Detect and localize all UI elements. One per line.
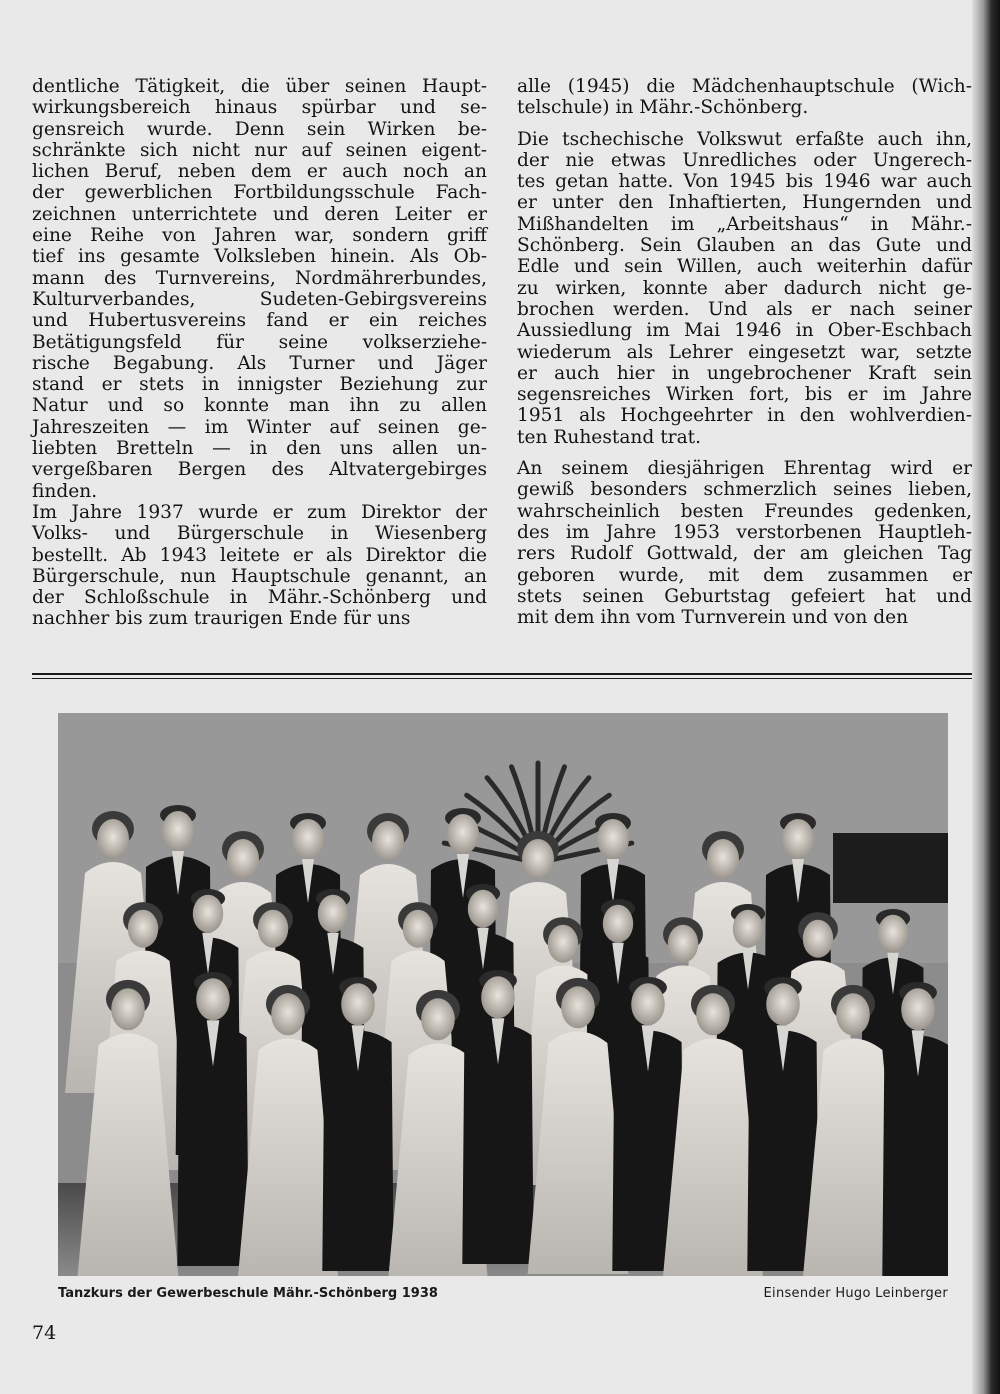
text-line: des im Jahre 1953 verstorbenen Hauptleh-: [517, 521, 972, 543]
text-line: Im Jahre 1937 wurde er zum Direktor der: [32, 501, 487, 523]
text-line: finden.: [32, 480, 98, 502]
text-line: Schönberg. Sein Glauben an das Gute und: [517, 235, 972, 257]
face: [403, 910, 433, 948]
text-line: mit dem ihn vom Turnverein und von den: [517, 607, 909, 629]
text-line: An seinem diesjährigen Ehrentag wird er: [517, 458, 972, 480]
paragraph-gap: [517, 119, 972, 129]
text-line: wiederum als Lehrer eingesetzt war, setzte: [517, 341, 972, 363]
face: [318, 895, 348, 933]
text-line: zu wirken, konnte aber dadurch nicht ge-: [517, 277, 972, 299]
text-line: brochen werden. Und als er nach seiner: [517, 298, 972, 320]
text-line: Aussiedlung im Mai 1946 in Ober-Eschbach: [517, 320, 972, 342]
face: [631, 983, 665, 1025]
text-line: eine Reihe von Jahren war, sondern griff: [32, 225, 487, 247]
text-line: Die tschechische Volkswut erfaßte auch ihn,: [517, 128, 972, 150]
piano: [833, 833, 948, 903]
face: [421, 998, 455, 1040]
face: [341, 983, 375, 1025]
text-line: tes getan hatte. Von 1945 bis 1946 war auch: [517, 171, 972, 193]
text-line: tief ins gesamte Volksleben hinein. Als Ob-: [32, 246, 487, 268]
face: [878, 915, 908, 953]
suit: [882, 1036, 948, 1276]
text-line: stand er stets in innigster Beziehung zur: [32, 374, 487, 396]
text-line: vergeßbaren Bergen des Altvatergebirges: [32, 459, 487, 481]
face: [548, 925, 578, 963]
text-line: nachher bis zum traurigen Ende für uns: [32, 608, 411, 630]
text-line: Kulturverbandes, Sudeten-Gebirgsvereins: [32, 288, 487, 310]
text-line: er auch hier in ungebrochener Kraft sein: [517, 362, 972, 384]
group-photograph: [58, 713, 948, 1276]
text-line: lichen Beruf, neben dem er auch noch an: [32, 161, 487, 183]
face: [193, 895, 223, 933]
text-line: stets seinen Geburtstag gefeiert hat und: [517, 585, 972, 607]
page-edge-shadow: [972, 0, 1000, 1394]
face: [733, 910, 763, 948]
face: [468, 890, 498, 928]
group-photo-drawing: [58, 713, 948, 1276]
text-line: wirkungsbereich hinaus spürbar und se-: [32, 97, 487, 119]
face: [372, 821, 404, 861]
text-line: segensreiches Wirken fort, bis er im Jahre: [517, 384, 972, 406]
text-line: Betätigungsfeld für seine volkserziehe-: [32, 331, 487, 353]
section-divider: [32, 673, 972, 675]
text-line: er unter den Inhaftierten, Hungernden und: [517, 192, 972, 214]
text-line: der nie etwas Unredliches oder Ungerech-: [517, 149, 972, 171]
face: [696, 993, 730, 1035]
face: [707, 839, 739, 879]
face: [803, 920, 833, 958]
face: [128, 910, 158, 948]
face: [271, 993, 305, 1035]
text-line: Bürgerschule, nun Hauptschule genannt, an: [32, 565, 487, 587]
face: [522, 839, 554, 879]
face: [597, 819, 629, 859]
face: [292, 819, 324, 859]
text-line: zeichnen unterrichtete und deren Leiter er: [32, 203, 487, 225]
text-line: wahrscheinlich besten Freundes gedenken,: [517, 500, 972, 522]
text-line: geboren wurde, mit dem zusammen er: [517, 564, 972, 586]
text-line: Natur und so konnte man ihn zu allen: [32, 395, 487, 417]
face: [766, 983, 800, 1025]
face: [447, 814, 479, 854]
paragraph-gap: [517, 448, 972, 458]
article-right-column: [517, 76, 972, 628]
text-line: gensreich wurde. Denn sein Wirken be-: [32, 118, 487, 140]
text-line: bestellt. Ab 1943 leitete er als Direktor die: [32, 544, 487, 566]
face: [227, 839, 259, 879]
photo-credit: Einsender Hugo Leinberger: [763, 1286, 948, 1301]
text-line: Mißhandelten im „Arbeitshaus“ in Mähr.-: [517, 213, 972, 235]
text-line: liebten Bretteln — in den uns allen un-: [32, 438, 487, 460]
face: [111, 988, 145, 1030]
text-line: 1951 als Hochgeehrter in den wohlverdien-: [517, 405, 972, 427]
text-line: gewiß besonders schmerzlich seines lieben,: [517, 479, 972, 501]
face: [258, 910, 288, 948]
text-line: der Schloßschule in Mähr.-Schönberg und: [32, 587, 487, 609]
photo-caption: Tanzkurs der Gewerbeschule Mähr.-Schönberg 1938: [58, 1286, 438, 1301]
text-line: rers Rudolf Gottwald, der am gleichen Tag: [517, 543, 972, 565]
face: [603, 905, 633, 943]
face: [162, 811, 194, 851]
text-line: und Hubertusvereins fand er ein reiches: [32, 310, 487, 332]
face: [561, 986, 595, 1028]
text-line: alle (1945) die Mädchenhauptschule (Wich-: [517, 76, 972, 97]
text-line: dentliche Tätigkeit, die über seinen Haupt-: [32, 76, 487, 97]
face: [782, 819, 814, 859]
text-line: Edle und sein Willen, auch weiterhin dafür: [517, 256, 972, 278]
face: [668, 925, 698, 963]
text-line: rische Begabung. Als Turner und Jäger: [32, 352, 487, 374]
face: [481, 976, 515, 1018]
section-divider-thin: [32, 678, 972, 679]
text-line: Jahreszeiten — im Winter auf seinen ge-: [32, 416, 487, 438]
face: [836, 993, 870, 1035]
text-line: Volks- und Bürgerschule in Wiesenberg: [32, 523, 487, 545]
face: [901, 988, 935, 1030]
article-left-column: [32, 76, 487, 630]
face: [97, 819, 129, 859]
text-line: ten Ruhestand trat.: [517, 426, 702, 448]
text-line: telschule) in Mähr.-Schönberg.: [517, 97, 809, 119]
text-line: mann des Turnvereins, Nordmährerbundes,: [32, 267, 487, 289]
text-line: der gewerblichen Fortbildungsschule Fach-: [32, 182, 487, 204]
text-line: schränkte sich nicht nur auf seinen eigent-: [32, 139, 487, 161]
page-number: 74: [32, 1322, 57, 1344]
face: [196, 978, 230, 1020]
